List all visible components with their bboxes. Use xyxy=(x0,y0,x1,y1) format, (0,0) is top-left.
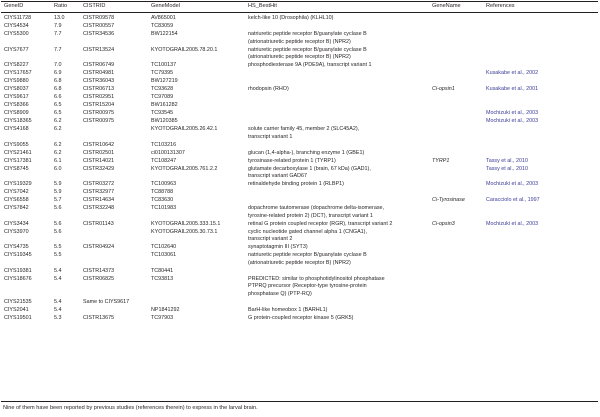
cell-gene-id: CIYS18676 xyxy=(4,275,32,282)
cell-ratio: 5.3 xyxy=(54,314,62,321)
cell-gene-model: KYOTOGRAIL2005.333.15.1 xyxy=(151,220,221,227)
cell-gene-model: TC93545 xyxy=(151,110,174,117)
cell-ratio: 6.2 xyxy=(54,118,62,125)
table-row xyxy=(0,205,600,220)
cell-reference-link[interactable]: Mochizuki et al., 2003 xyxy=(486,220,539,227)
cell-hs-besthit xyxy=(248,15,333,23)
cell-ratio: 6.2 xyxy=(54,149,62,156)
cell-gene-model: TC103061 xyxy=(151,252,177,259)
cell-hs-besthit xyxy=(248,158,336,166)
cell-gene-model: TC97089 xyxy=(151,94,174,101)
cell-ratio: 6.0 xyxy=(54,165,62,172)
cell-hs-besthit xyxy=(248,31,367,46)
hs-besthit-line: retinaldehyde binding protein 1 (RLBP1) xyxy=(248,181,344,188)
table-row xyxy=(0,62,600,70)
cell-reference-link[interactable]: Caracciolo et al., 1997 xyxy=(486,197,540,204)
cell-reference-link[interactable]: Tassy et al., 2010 xyxy=(486,157,528,164)
cell-cistrid: CISTR06825 xyxy=(83,275,115,282)
cell-ratio: 6.5 xyxy=(54,110,62,117)
cell-hs-besthit xyxy=(248,221,392,229)
cell-ratio: 5.5 xyxy=(54,244,62,251)
cell-gene-id: CIYS3434 xyxy=(4,220,29,227)
cell-cistrid: CISTR14373 xyxy=(83,267,115,274)
cell-gene-model: BW120385 xyxy=(151,118,178,125)
hs-besthit-line: natriuretic peptide receptor B/guanylate cyclase B xyxy=(248,252,367,259)
hs-besthit-line: glutamate decarboxylase 1 (brain, 67 kDa) (GAD1), xyxy=(248,165,371,172)
column-header-cistrid: CISTRID xyxy=(83,3,106,9)
hs-besthit-line: transcript variant 2 xyxy=(248,236,293,243)
table-footnote: Nine of them have been reported by previous studies (references therein) to express in the larval brain. xyxy=(3,405,258,411)
hs-besthit-line: PREDICTED: similar to phosphotidylinositol phosphatase xyxy=(248,275,385,282)
cell-ratio: 5.6 xyxy=(54,228,62,235)
cell-cistrid: CISTR00975 xyxy=(83,118,115,125)
cell-gene-id: CIYS9880 xyxy=(4,78,29,85)
cell-gene-id: CIYS4735 xyxy=(4,244,29,251)
table-row xyxy=(0,110,600,118)
cell-ratio: 7.7 xyxy=(54,31,62,37)
cell-cistrid: CISTR10642 xyxy=(83,141,115,148)
hs-besthit-line: dopachrome tautomerase (dopachrome delta-isomerase, xyxy=(248,205,385,212)
cell-cistrid: Same to CIYS9617 xyxy=(83,298,130,305)
cell-gene-id: CIYS6558 xyxy=(4,197,29,204)
hs-besthit-line: natriuretic peptide receptor B/guanylate cyclase B xyxy=(248,31,367,37)
cell-gene-id: CIYS19501 xyxy=(4,314,32,321)
table-row xyxy=(0,315,600,323)
cell-cistrid: CISTR13675 xyxy=(83,314,115,321)
table-row xyxy=(0,166,600,181)
cell-gene-id: CIYS7842 xyxy=(4,205,29,212)
cell-cistrid: CISTR14634 xyxy=(83,197,115,204)
cell-gene-model: TC79395 xyxy=(151,70,174,77)
cell-gene-id: CIYS8366 xyxy=(4,102,29,109)
column-header-genename: GeneName xyxy=(432,3,461,9)
cell-gene-id: CIYS8745 xyxy=(4,165,29,172)
cell-ratio: 13.0 xyxy=(54,15,65,21)
table-row xyxy=(0,150,600,158)
table-row xyxy=(0,126,600,141)
cell-cistrid: CISTR00975 xyxy=(83,110,115,117)
hs-besthit-line: synaptotagmin III (SYT3) xyxy=(248,244,308,251)
cell-gene-model: TC100137 xyxy=(151,62,177,69)
cell-reference-link[interactable]: Kusakabe et al., 2001 xyxy=(486,86,539,93)
cell-reference-link[interactable]: Mochizuki et al., 2003 xyxy=(486,181,539,188)
table-row xyxy=(0,31,600,46)
table-row xyxy=(0,78,600,86)
cell-gene-id: CIYS19345 xyxy=(4,252,32,259)
cell-gene-model: TC102640 xyxy=(151,244,177,251)
cell-hs-besthit xyxy=(248,86,289,94)
cell-gene-model: BW127219 xyxy=(151,78,178,85)
cell-cistrid: CISTR32429 xyxy=(83,165,115,172)
cell-reference-link[interactable]: Mochizuki et al., 2003 xyxy=(486,110,539,117)
cell-gene-model: KYOTOGRAIL2005.30.73.1 xyxy=(151,228,218,235)
hs-besthit-line: rhodopsin (RHO) xyxy=(248,86,289,93)
cell-gene-id: CIYS21535 xyxy=(4,298,32,305)
cell-cistrid: CISTR04981 xyxy=(83,70,115,77)
hs-besthit-line: retinal G protein coupled receptor (RGR), transcript variant 2 xyxy=(248,220,393,227)
column-header-references: References xyxy=(486,3,515,9)
cell-gene-model: BW161282 xyxy=(151,102,178,109)
cell-gene-model: TC83059 xyxy=(151,23,174,29)
cell-gene-id: CIYS17657 xyxy=(4,70,32,77)
hs-besthit-line: glucan (1,4-alpha-), branching enzyme 1 (GBE1) xyxy=(248,149,365,156)
hs-besthit-line: natriuretic peptide receptor B/guanylate cyclase B xyxy=(248,46,367,53)
cell-cistrid: CISTR06749 xyxy=(83,62,115,69)
cell-ratio: 6.9 xyxy=(54,70,62,77)
column-header-geneid: GeneID xyxy=(4,3,24,9)
hs-besthit-line: solute carrier family 45, member 2 (SLC45A2), xyxy=(248,126,360,133)
hs-besthit-line: BarH-like homeobox 1 (BARHL1) xyxy=(248,306,328,313)
cell-ratio: 6.2 xyxy=(54,141,62,148)
hs-besthit-line: tyrosinase-related protein 1 (TYRP1) xyxy=(248,157,336,164)
cell-hs-besthit xyxy=(248,276,385,299)
cell-ratio: 6.5 xyxy=(54,102,62,109)
cell-ratio: 5.7 xyxy=(54,197,62,204)
hs-besthit-line: phosphodiesterase 9A (PDE9A), transcript variant 1 xyxy=(248,62,372,69)
cell-gene-name: Ci-opsin1 xyxy=(432,86,455,93)
cell-ratio: 5.9 xyxy=(54,189,62,196)
cell-ratio: 6.8 xyxy=(54,86,62,93)
hs-besthit-line: kelch-like 10 (Drosophila) (KLHL10) xyxy=(248,15,334,21)
cell-gene-model: TC93813 xyxy=(151,275,174,282)
cell-reference-link[interactable]: Tassy et al., 2010 xyxy=(486,165,528,172)
cell-cistrid: CISTR14021 xyxy=(83,157,115,164)
cell-ratio: 5.4 xyxy=(54,298,62,305)
table-row xyxy=(0,70,600,78)
cell-reference-link[interactable]: Kusakabe et al., 2002 xyxy=(486,70,539,77)
cell-cistrid: CISTR09578 xyxy=(83,15,115,21)
cell-hs-besthit xyxy=(248,307,327,315)
table-row xyxy=(0,23,600,31)
cell-hs-besthit xyxy=(248,315,353,323)
table-row xyxy=(0,221,600,229)
cell-gene-id: CIYS8227 xyxy=(4,62,29,69)
cell-cistrid: CISTR34536 xyxy=(83,31,115,37)
cell-ratio: 7.9 xyxy=(54,23,62,29)
cell-gene-model: TC100963 xyxy=(151,181,177,188)
hs-besthit-line: (atrionatriuretic peptide receptor B) (NPR2) xyxy=(248,54,351,61)
hs-besthit-line: transcript variant GAD67 xyxy=(248,173,308,180)
table-row xyxy=(0,276,600,299)
cell-gene-id: CIYS17381 xyxy=(4,157,32,164)
cell-cistrid: CISTR13524 xyxy=(83,46,115,53)
cell-gene-id: CIYS18365 xyxy=(4,118,32,125)
cell-hs-besthit xyxy=(248,150,364,158)
cell-gene-model: TC80441 xyxy=(151,267,174,274)
table-row xyxy=(0,181,600,189)
cell-ratio: 5.6 xyxy=(54,220,62,227)
cell-ratio: 6.1 xyxy=(54,157,62,164)
cell-gene-id: CIYS7042 xyxy=(4,189,29,196)
cell-ratio: 7.0 xyxy=(54,62,62,69)
hs-besthit-line: (atrionatriuretic peptide receptor B) (NPR2) xyxy=(248,38,351,45)
cell-ratio: 5.4 xyxy=(54,306,62,313)
table-row xyxy=(0,142,600,150)
cell-ratio: 5.6 xyxy=(54,205,62,212)
hs-besthit-line: tyrosine-related protein 2) (DCT), transcript variant 1 xyxy=(248,212,373,219)
cell-gene-model: NP1841292 xyxy=(151,306,180,313)
cell-cistrid: CISTR15204 xyxy=(83,102,115,109)
cell-ratio: 6.8 xyxy=(54,78,62,85)
cell-cistrid: CISTR04924 xyxy=(83,244,115,251)
table-row xyxy=(0,252,600,267)
cell-gene-model: TC103216 xyxy=(151,141,177,148)
cell-reference-link[interactable]: Mochizuki et al., 2003 xyxy=(486,118,539,125)
table-row xyxy=(0,118,600,126)
cell-ratio: 5.4 xyxy=(54,267,62,274)
table-row xyxy=(0,86,600,94)
cell-hs-besthit xyxy=(248,126,359,141)
cell-gene-model: ci0100131307 xyxy=(151,149,185,156)
cell-gene-id: CIYS19381 xyxy=(4,267,32,274)
cell-cistrid: CISTR32977 xyxy=(83,189,115,196)
cell-gene-model: KYOTOGRAIL2005.26.42.1 xyxy=(151,126,218,133)
cell-ratio: 7.7 xyxy=(54,46,62,53)
cell-gene-id: CIYS19329 xyxy=(4,181,32,188)
cell-hs-besthit xyxy=(248,229,367,244)
cell-gene-model: TC108247 xyxy=(151,157,177,164)
cell-hs-besthit xyxy=(248,62,371,70)
cell-gene-model: TC93628 xyxy=(151,86,174,93)
cell-gene-id: CIYS9055 xyxy=(4,141,29,148)
cell-gene-id: CIYS11728 xyxy=(4,15,32,21)
table-bottom-rule xyxy=(1,401,598,402)
cell-cistrid: CISTR02501 xyxy=(83,149,115,156)
cell-gene-id: CIYS3970 xyxy=(4,228,29,235)
table-row xyxy=(0,244,600,252)
cell-ratio: 5.9 xyxy=(54,181,62,188)
cell-ratio: 6.6 xyxy=(54,94,62,101)
cell-gene-id: CIYS8909 xyxy=(4,110,29,117)
cell-cistrid: CISTR02951 xyxy=(83,94,115,101)
cell-hs-besthit xyxy=(248,181,344,189)
cell-gene-model: TC101983 xyxy=(151,205,177,212)
cell-gene-name: TYRP1 xyxy=(432,157,450,164)
cell-gene-model: BW122154 xyxy=(151,31,178,37)
cell-cistrid: CISTR32248 xyxy=(83,205,115,212)
cell-cistrid: CISTR06713 xyxy=(83,86,115,93)
cell-ratio: 5.4 xyxy=(54,275,62,282)
hs-besthit-line: G protein-coupled receptor kinase 5 (GRK5) xyxy=(248,314,354,321)
cell-gene-model: TC97903 xyxy=(151,314,174,321)
cell-gene-model: TC83630 xyxy=(151,197,174,204)
cell-cistrid: CISTR01143 xyxy=(83,220,114,227)
cell-hs-besthit xyxy=(248,252,367,267)
table-row xyxy=(0,189,600,197)
cell-gene-model: AV865001 xyxy=(151,15,176,21)
table-row xyxy=(0,47,600,62)
cell-gene-id: CIYS8037 xyxy=(4,86,29,93)
hs-besthit-line: cyclic nucleotide gated channel alpha 1 (CNGA1), xyxy=(248,228,367,235)
cell-cistrid: CISTR36043 xyxy=(83,78,115,85)
cell-gene-id: CIYS9617 xyxy=(4,94,29,101)
table-row xyxy=(0,94,600,102)
column-header-hs-besthit: HS_BestHit xyxy=(248,3,277,9)
table-row xyxy=(0,268,600,276)
table-row xyxy=(0,307,600,315)
cell-gene-id: CIYS5300 xyxy=(4,31,29,37)
cell-hs-besthit xyxy=(248,244,308,252)
cell-gene-id: CIYS7677 xyxy=(4,46,29,53)
table-row xyxy=(0,15,600,23)
cell-cistrid: CISTR03272 xyxy=(83,181,115,188)
cell-gene-name: Ci-Tyrosinase xyxy=(432,197,465,204)
hs-besthit-line: phosphatase Q) (PTP-RQ) xyxy=(248,290,312,297)
column-header-genemodel: GeneModel xyxy=(151,3,180,9)
cell-gene-model: KYOTOGRAIL2005.78.20.1 xyxy=(151,46,218,53)
cell-ratio: 6.2 xyxy=(54,126,62,133)
hs-besthit-line: transcript variant 1 xyxy=(248,133,293,140)
cell-cistrid: CISTR00557 xyxy=(83,23,115,29)
table-row xyxy=(0,158,600,166)
hs-besthit-line: PTPRQ precursor (Receptor-type tyrosine-protein xyxy=(248,283,367,290)
hs-besthit-line: (atrionatriuretic peptide receptor B) (NPR2) xyxy=(248,259,351,266)
cell-hs-besthit xyxy=(248,205,384,220)
cell-hs-besthit xyxy=(248,166,371,181)
table-row xyxy=(0,197,600,205)
table-row xyxy=(0,102,600,110)
cell-gene-model: KYOTOGRAIL2005.761.2.2 xyxy=(151,165,218,172)
cell-gene-id: CIYS4168 xyxy=(4,126,29,133)
cell-gene-name: Ci-opsin3 xyxy=(432,220,455,227)
table-row xyxy=(0,229,600,244)
cell-hs-besthit xyxy=(248,47,367,62)
cell-gene-id: CIYS4534 xyxy=(4,23,29,29)
table-header-rule xyxy=(1,12,598,13)
cell-gene-id: CIYS2041 xyxy=(4,306,29,313)
cell-ratio: 5.5 xyxy=(54,252,62,259)
column-header-ratio: Ratio xyxy=(54,3,68,9)
cell-gene-model: TC88788 xyxy=(151,189,174,196)
cell-gene-id: CIYS21461 xyxy=(4,149,32,156)
table-row xyxy=(0,299,600,307)
